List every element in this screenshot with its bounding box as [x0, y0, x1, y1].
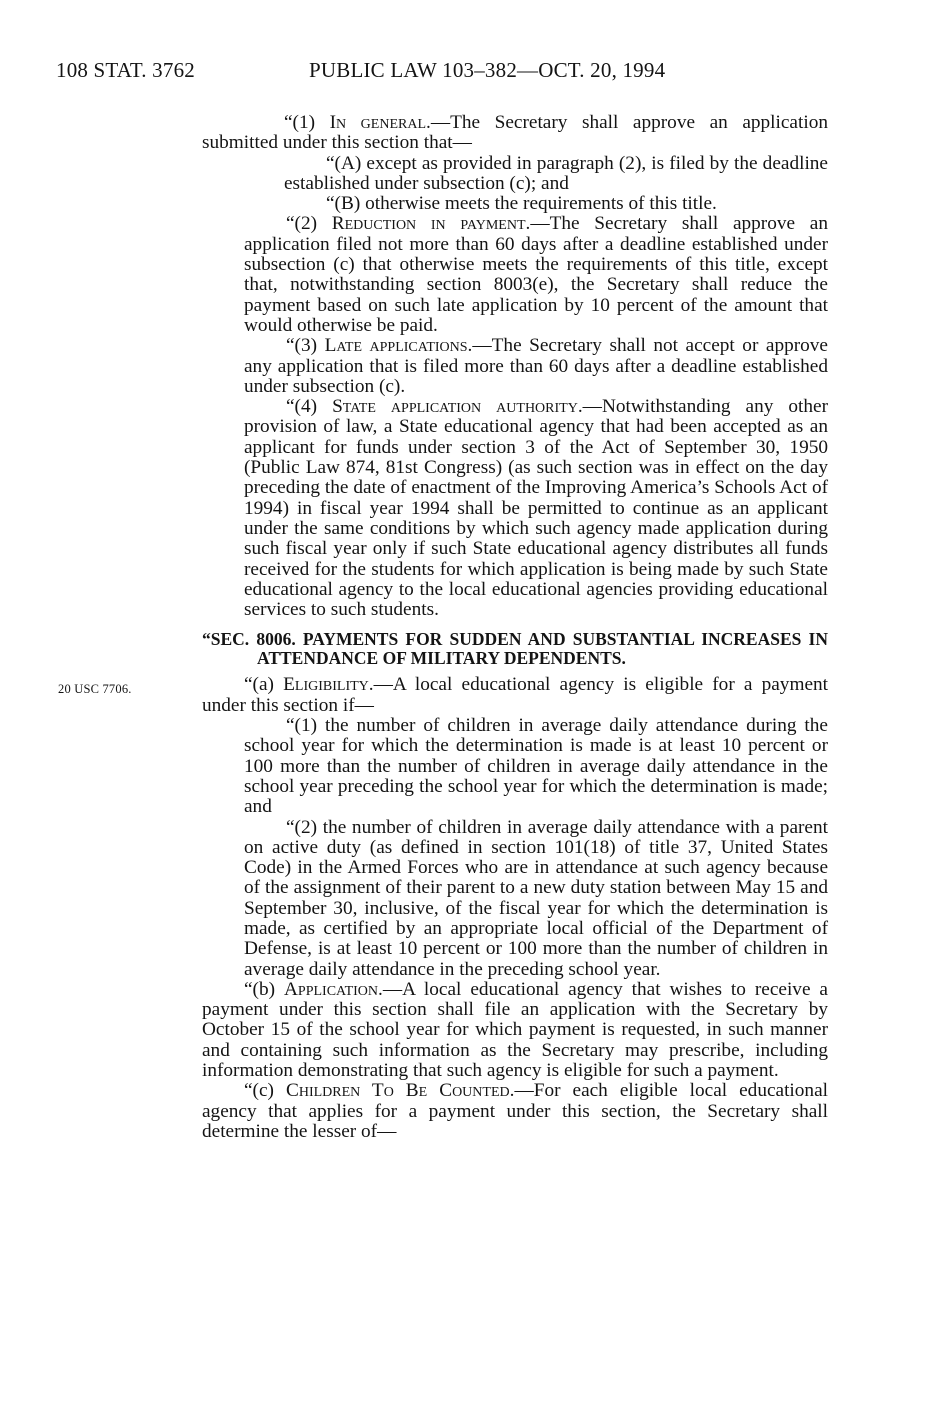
paragraph-caption: State application authority	[332, 396, 578, 418]
usc-margin-note: 20 USC 7706.	[58, 682, 132, 696]
paragraph-1-in-general: “(1) In general.—The Secretary shall approve an application submitted under this section that—	[202, 112, 828, 154]
paragraph-4-state-authority: “(4) State application authority.—Notwithstanding any other provision of law, a State educational agency that had been accepted as an applicant for funds under section 3 of the Act of September 30, 1950 (Public Law 874, 81st Congress) (as such section was in effect on the day preceding the date of enactment of the Improving America’s Schools Act of 1994) in fiscal year 1994 shall be permitted to continue as an applicant under the same conditions by which such agency made application during such fiscal year only if such State educational agency distributes all funds received for the students for which application is being made by such State educational agency to the local educational agencies providing educational services to such students.	[244, 396, 828, 621]
subsection-b-application: “(b) Application.—A local educational agency that wishes to receive a payment under this section shall file an application with the Secretary by October 15 of the school year for which payment is requested, in such manner and containing such information as the Secretary may prescribe, including information demonstrating that such agency is eligible for such a payment.	[202, 978, 828, 1082]
subsection-c-children-counted: “(c) Children To Be Counted.—For each eligible local educational agency that applies for a payment under this section, the Secretary shall determine the lesser of—	[202, 1080, 828, 1142]
paragraph-2-reduction: “(2) Reduction in payment.—The Secretary shall approve an application filed not more than 60 days after a deadline established under subsection (c) that otherwise meets the requirements of this title, except that, notwithstanding section 8003(e), the Secretary shall reduce the payment based on such late application by 10 percent of the amount that would otherwise be paid.	[244, 213, 828, 336]
subsection-a-2: “(2) the number of children in average daily attendance with a parent on active duty (as defined in section 101(18) of title 37, United States Code) in the Armed Forces who are in attendance at such agency because of the assignment of their parent to a new duty station between May 15 and September 30, inclusive, of the fiscal year for which the determination is made, as certified by an appropriate local official of the Department of Defense, is at least 10 percent or 100 more than the number of children in average daily attendance in the preceding school year.	[244, 816, 828, 980]
paragraph-caption: Application	[283, 978, 379, 1000]
statute-page-number: 108 STAT. 3762	[56, 58, 195, 82]
paragraph-caption: In general	[329, 112, 426, 133]
public-law-citation: PUBLIC LAW 103–382—OCT. 20, 1994	[309, 58, 666, 82]
page-header	[56, 58, 856, 88]
paragraph-caption: Children To Be Counted	[285, 1080, 510, 1102]
paragraph-3-late-applications: “(3) Late applications.—The Secretary shall not accept or approve any application that is filed more than 60 days after a deadline established under subsection (c).	[244, 335, 828, 397]
paragraph-1-b: “(B) otherwise meets the requirements of this title.	[326, 193, 717, 215]
paragraph-caption: Eligibility	[283, 674, 369, 696]
section-heading: “SEC. 8006. PAYMENTS FOR SUDDEN AND SUBSTANTIAL INCREASES IN ATTENDANCE OF MILITARY DEPENDENTS.	[202, 629, 828, 669]
paragraph-1-a: “(A) except as provided in paragraph (2), is filed by the deadline established under subsection (c); and	[284, 152, 828, 194]
subsection-a-1: “(1) the number of children in average daily attendance during the school year for which the determination is made is at least 10 percent or 100 more than the number of children in average daily attendance in the school year preceding the school year for which the determination is made; and	[244, 715, 828, 818]
paragraph-caption: Late applications	[324, 335, 468, 357]
document-body	[202, 113, 828, 1142]
subsection-a-eligibility: “(a) Eligibility.—A local educational agency is eligible for a payment under this section if—	[202, 674, 829, 716]
paragraph-caption: Reduction in payment	[331, 213, 526, 235]
